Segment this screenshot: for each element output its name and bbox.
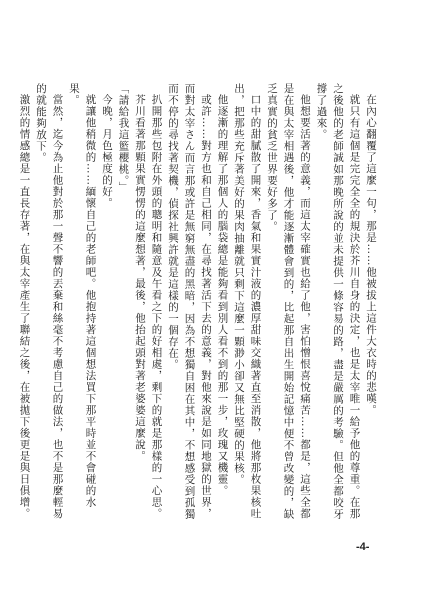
paragraph-11: 就讓他稍微的……緬懷自己的老師吧。他抱持著這個想法買下那平時並不會碰的水果。 (68, 83, 97, 508)
paragraph-13: 激烈的情感總是一直長存著，在與太宰產生了聯結之後，在被拋下後更是與日俱增。 (18, 93, 31, 519)
paragraph-7: 扒開那些包附在外頭的聰明和隨意及午看之下的好相處，剩下的就是那樣的一心思。 (150, 93, 163, 519)
page-number: -4- (356, 541, 370, 553)
paragraph-6: 或許……對方也和自己相同，在尋找著活下去的意義，對他來說是如同地獄的世界，而對太宰さん而言那或許是無窮無盡的黑暗，因為不想獨自困在其中，不想感受到孤獨而不停的尋找著契機，偵探社興許就是這樣的一個存在。 (167, 83, 212, 520)
paragraph-quote: 「請給我這籃櫻桃。」 (117, 83, 130, 193)
paragraph-4: 口中的甜膩散了開來，香氣和果實汁液的濃厚甜味交織著直至消散，他將那枚果核吐出，把那些充斥著美好的果肉抽離就只剩下這麼一顆渺小卻又無比堅硬的果核。 (233, 83, 262, 519)
paragraph-1: 在內心翻覆了這麼一句，那是……他被拔上這件大衣時的悲嘆。 (365, 93, 377, 416)
paragraph-3: 他想要活著的意義，而這太宰確實也給了他，害怕憎恨喜悅痛苦……都是，這些全都是在與太宰相遇後，他才能逐漸體會到的，比起那自出生開始記憶中便不曾改變的，缺乏真實的貧乏世界要好多了。 (266, 83, 311, 520)
vertical-text-body (18, 83, 379, 523)
paragraph-12: 當然，迄今為止他對於那一聲不響的丟棄和絲毫不考慮自己的做法，也不是那麼輕易的就能夠放下。 (35, 83, 64, 519)
paragraph-8: 芥川看著那顆果實愣愣的這麼想著，最後，他抬起頭對著老婆婆這麼說。 (134, 93, 146, 462)
paragraph-10: 今晚，月色極度的好。 (101, 93, 113, 209)
paragraph-2: 就只有這個是完完全全的規決於芥川自身的決定，也是太宰唯一給予他的尊重。在那之後他的老師誠如那晚所說的並未提供一條容易的路，盡是嚴厲的考驗。但他全都咬牙撐了過來。 (315, 83, 361, 520)
paragraph-5: 他逐漸的理解了那個人的腦袋總是能夠看到別人看不到的那一步，玫瑰又機靈。 (216, 93, 229, 496)
